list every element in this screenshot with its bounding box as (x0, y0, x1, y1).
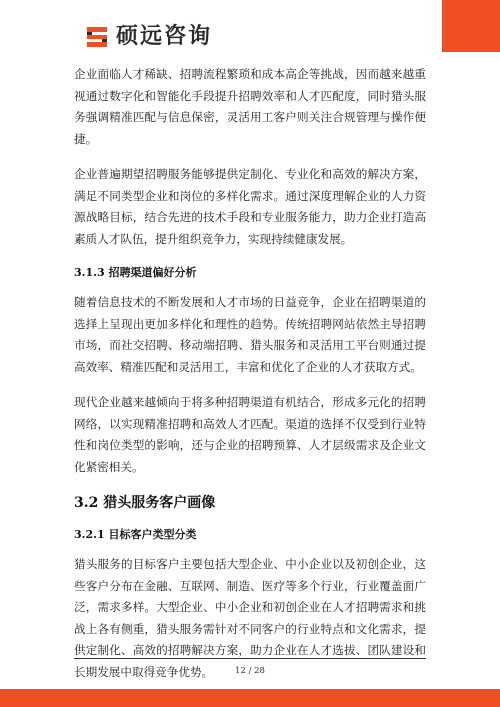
header (84, 22, 212, 52)
top-accent-bar (442, 0, 500, 52)
s-logo-icon (84, 24, 110, 50)
footer-divider (74, 658, 426, 659)
bottom-accent-bar (0, 689, 500, 707)
paragraph-channel-trends: 随着信息技术的不断发展和人才市场的日益竞争，企业在招聘渠道的选择上呈现出更加多样化和理性的趋势。传统招聘网站依然主导招聘市场，而社交招聘、移动端招聘、猎头服务和灵活用工平台则通过提高效率、精准匹配和灵活用工，丰富和优化了企业的人才获取方式。 (74, 295, 426, 374)
section-heading-3-2-1: 3.2.1 目标客户类型分类 (74, 528, 197, 541)
paragraph-target-clients: 猎头服务的目标客户主要包括大型企业、中小企业以及初创企业，这些客户分布在金融、互联网、制造、医疗等多个行业，行业覆盖面广泛，需求多样。大型企业、中小企业和初创企业在人才招聘需求和挑战上各有侧重，猎头服务需针对不同客户的行业特点和文化需求，提供定制化、高效的招聘解决方案，助力企业在人才选拔、团队建设和长期发展中取得竞争优势。 (74, 557, 426, 679)
paragraph-expectations: 企业普遍期望招聘服务能够提供定制化、专业化和高效的解决方案，满足不同类型企业和岗位的多样化需求。通过深度理解企业的人力资源战略目标，结合先进的技术手段和专业服务能力，助力企业打造高素质人才队伍，提升组织竞争力，实现持续健康发展。 (74, 167, 426, 246)
brand-name: 硕远咨询 (116, 24, 213, 49)
section-heading-3-2: 3.2 猎头服务客户画像 (74, 495, 216, 511)
paragraph-channel-mix: 现代企业越来越倾向于将多种招聘渠道有机结合，形成多元化的招聘网络，以实现精准招聘和高效人才匹配。渠道的选择不仅受到行业特性和岗位类型的影响，还与企业的招聘预算、人才层级需求及企业文化紧密相关。 (74, 395, 426, 474)
paragraph-challenges: 企业面临人才稀缺、招聘流程繁琐和成本高企等挑战，因而越来越重视通过数字化和智能化手段提升招聘效率和人才匹配度，同时猎头服务强调精准匹配与信息保密，灵活用工客户则关注合规管理与操作便捷。 (74, 67, 426, 146)
section-heading-3-1-3: 3.1.3 招聘渠道偏好分析 (74, 266, 197, 279)
document-body (74, 64, 426, 697)
page-number: 12 / 28 (235, 666, 265, 676)
